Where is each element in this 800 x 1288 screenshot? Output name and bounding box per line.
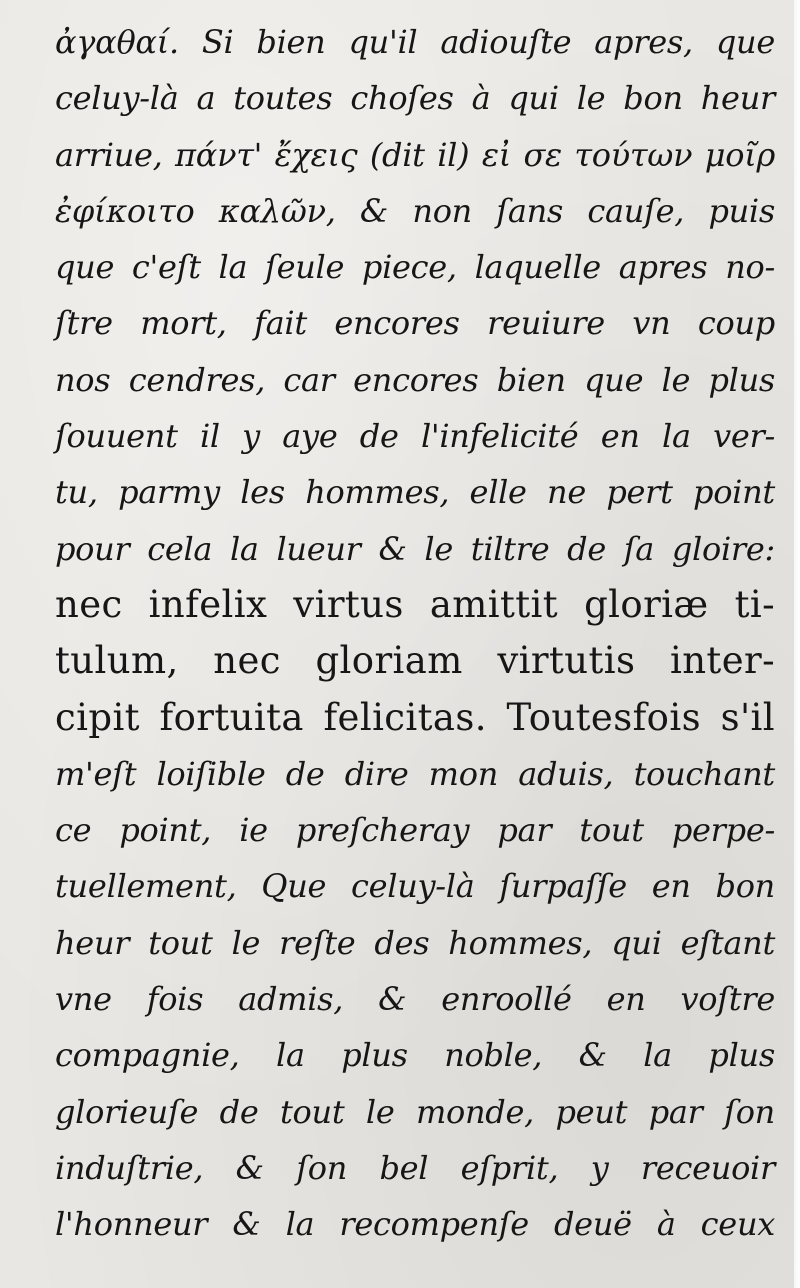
text-line: ſouuent il y aye de l'infelicité en la ver- (55, 417, 775, 456)
text-line: m'eſt loiſible de dire mon aduis, touchant (55, 754, 775, 793)
text-line: vne fois admis, & enroollé en voſtre (55, 980, 775, 1019)
text-line: ce point, ie preſcheray par tout perpe- (55, 811, 775, 850)
text-line: l'honneur & la recompenſe deuë à ceux (55, 1205, 775, 1244)
text-line: tu, parmy les hommes, elle ne pert point (55, 473, 775, 512)
text-line: nos cendres, car encores bien que le plus (55, 360, 775, 399)
text-line: heur tout le reſte des hommes, qui eſtant (55, 923, 775, 962)
text-line: celuy-là a toutes choſes à qui le bon heur (55, 79, 775, 118)
text-line: arriue, πάντ' ἔχεις (dit il) εἰ σε τούτων μοῖρ (55, 135, 775, 174)
text-line: ἐφίκοιτο καλῶν, & non ſans cauſe, puis (55, 191, 775, 230)
text-line: induſtrie, & ſon bel eſprit, y receuoir (55, 1148, 775, 1187)
latin-quote-line: tulum, nec gloriam virtutis inter- (55, 639, 775, 683)
latin-quote-line: nec infelix virtus amittit gloriæ ti- (55, 582, 775, 626)
text-line: ἀγαθαί. Si bien qu'il adiouſte apres, que (55, 23, 775, 61)
page-edge (794, 0, 800, 1288)
text-line: glorieuſe de tout le monde, peut par ſon (55, 1092, 775, 1131)
text-block (55, 14, 775, 1253)
text-line: que c'eſt la ſeule piece, laquelle apres no- (55, 248, 775, 287)
text-line: ſtre mort, fait encores reuiure vn coup (55, 304, 775, 343)
text-line: tuellement, Que celuy-là ſurpaſſe en bon (55, 867, 775, 906)
text-line: pour cela la lueur & le tiltre de ſa gloire: (55, 529, 775, 568)
text-line: compagnie, la plus noble, & la plus (55, 1036, 775, 1075)
latin-quote-line: cipit fortuita felicitas. Toutesfois s'il (55, 695, 775, 739)
